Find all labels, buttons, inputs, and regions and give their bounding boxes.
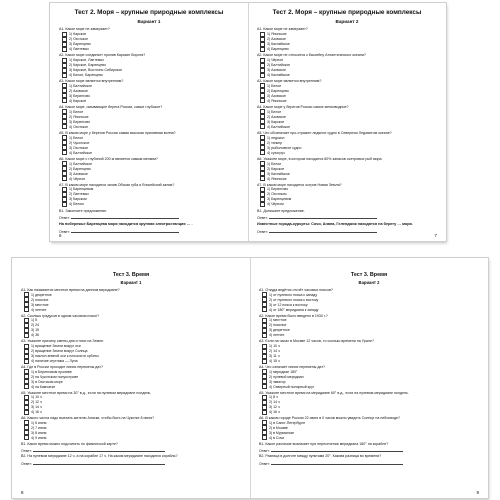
checkbox[interactable] (260, 150, 265, 155)
answer-line (257, 229, 437, 234)
answer-blank[interactable] (71, 215, 179, 219)
answer-option[interactable] (59, 47, 152, 52)
answer-options (257, 83, 437, 103)
question-text: А5. Укажите местное время на меридиане 60° в.д., если на нулевом меридиане полдень. (259, 390, 409, 395)
option-label: 4) Карское (69, 98, 87, 103)
option-label: 4) наличие спутника — Луна (31, 358, 78, 363)
answer-option[interactable] (259, 435, 372, 440)
fill-in-sentence: Известные города-курорты: Сочи, Анапа, Геленджик находятся на берегу … моря. (257, 221, 413, 226)
option-label: 2) нулевой меридиан (269, 374, 304, 379)
question-text: А6. Какое море с глубиной 200 м является самым мелким? (59, 156, 158, 161)
answer-option[interactable] (21, 359, 241, 364)
checkbox[interactable] (260, 176, 265, 181)
option-label: 4) Охотское (69, 124, 89, 129)
answer-option[interactable] (259, 359, 372, 364)
question-text: А1. Откуда ведётся отсчёт часовых поясов? (259, 288, 333, 293)
question-text: А3. Какое море является внутренним? (257, 79, 322, 84)
option-label: 1) Японское (267, 32, 287, 37)
option-label: 1) Балтийское (69, 161, 93, 166)
option-label: 1) 10 ч (31, 395, 42, 400)
answer-blank[interactable] (71, 229, 179, 233)
option-label: 4) Белом (69, 202, 84, 207)
answer-label: Ответ: (21, 461, 32, 466)
option-label: 1) в Беринговом проливе (31, 369, 72, 374)
option-label: 3) Берингово (69, 119, 91, 124)
answer-line (257, 215, 437, 220)
question-text: В1. Закончите предложение. (59, 208, 108, 213)
answer-option[interactable] (21, 410, 134, 415)
answer-options (21, 292, 241, 312)
option-label: 3) 14 ч (31, 405, 42, 410)
question-text: А3. Укажите причину смены дня и ночи на Земле. (21, 339, 105, 344)
answer-option[interactable] (59, 150, 152, 155)
question-text: А5. Укажите местное время на 30° в.д., если на нулевом меридиане полдень. (21, 390, 152, 395)
option-label: 4) на Камчатке (31, 384, 56, 389)
answer-options (259, 369, 479, 389)
question-text: А7. В каком море находится залив Обская губа и Енисейский залив? (59, 182, 175, 187)
option-label: 4) Японское (267, 98, 287, 103)
option-label: 1) местное (269, 318, 287, 323)
answer-option[interactable] (257, 202, 350, 207)
option-label: 4) в Сочи (269, 435, 285, 440)
option-label: 2) на Чукотском полуострове (31, 374, 79, 379)
answer-blank[interactable] (269, 215, 377, 219)
variant-label: Вариант 2 (358, 280, 380, 286)
answer-options (59, 161, 239, 181)
page-8 (12, 258, 250, 498)
checkbox[interactable] (262, 359, 267, 364)
answer-options (59, 83, 239, 103)
option-label: 2) поясное (31, 297, 49, 302)
option-label: 3) от 12 пояса к востоку (269, 302, 308, 307)
question-text: А3. Какое море является внутренним? (59, 79, 124, 84)
answer-line (259, 461, 479, 466)
option-label: 3) Карском (69, 197, 87, 202)
answer-option[interactable] (259, 410, 372, 415)
option-label: 1) Белое (267, 109, 282, 114)
option-label: 1) 10 ч (269, 343, 280, 348)
checkbox[interactable] (62, 124, 67, 129)
fill-in-sentence: На побережье Баренцева моря находится крупная электростанция … . (59, 221, 193, 226)
option-label: 2) Баренцево (69, 166, 91, 171)
question-text: В1. Какое время можно подсчитать по физической карте? (21, 441, 118, 446)
answer-line (59, 229, 239, 234)
option-label: 4) летнее (269, 333, 285, 338)
option-label: 1) Берингово (267, 187, 289, 192)
option-label: 4) 36 (31, 333, 39, 338)
page-number: 9 (476, 490, 479, 495)
option-label: 1) в Санкт-Петербурге (269, 420, 306, 425)
option-label: 3) Карское (267, 119, 285, 124)
question-text: А7. В каком море находится остров Новая Земля? (257, 182, 342, 187)
answer-blank[interactable] (271, 448, 403, 452)
answer-label: Ответ: (259, 448, 270, 453)
option-label: 2) Лаптевых (69, 192, 89, 197)
answer-line (21, 448, 241, 453)
answer-options (21, 420, 241, 440)
question-text: А6. В каком городе России 22 июня в 0 часов можно увидеть Солнце на небосводе? (259, 416, 401, 421)
checkbox[interactable] (62, 176, 67, 181)
option-label: 3) рыболовное судно (267, 145, 302, 150)
option-label: 2) Чукотское (69, 140, 90, 145)
option-label: 1) Балтийское (69, 83, 93, 88)
question-text: А4. Что означает линия перемены дат? (259, 364, 325, 369)
option-label: 3) местное (31, 302, 49, 307)
option-label: 3) Баренцевом (267, 197, 292, 202)
option-label: 4) сухогруз (267, 150, 285, 155)
option-label: 3) 8 июня (31, 430, 47, 435)
option-label: 1) Карское, Лаптевых (69, 57, 104, 62)
answer-options (257, 32, 437, 52)
checkbox[interactable] (262, 333, 267, 338)
answer-label: Ответ: (257, 229, 268, 234)
answer-option[interactable] (59, 98, 239, 103)
checkbox[interactable] (262, 307, 267, 312)
answer-option[interactable] (259, 384, 479, 389)
answer-option[interactable] (21, 333, 134, 338)
answer-options (59, 135, 239, 155)
option-label: 4) Чёрном (267, 202, 284, 207)
option-label: 2) в Москве (269, 425, 288, 430)
answer-option[interactable] (21, 384, 241, 389)
option-label: 1) Баренцевом (69, 187, 94, 192)
checkbox[interactable] (24, 435, 29, 440)
option-label: 1) декретное (31, 292, 52, 297)
option-label: 2) Азовское (69, 88, 88, 93)
answer-options (21, 395, 241, 415)
option-label: 1) от нулевого пояса к западу (269, 292, 318, 297)
option-label: 2) 24 (31, 323, 39, 328)
bottom-book-spread (12, 258, 488, 498)
page-title: Тест 2. Моря – крупные природные комплексы (272, 9, 422, 16)
page-9 (250, 258, 488, 498)
variant-label: Вариант 1 (120, 280, 142, 286)
question-text: В2. На нулевом меридиане 12 ч, а на корабле 17 ч. На каком меридиане находится корабль? (21, 454, 178, 459)
answer-option[interactable] (257, 150, 437, 155)
option-label: 4) летнее (31, 307, 47, 312)
option-label: 1) 6 июня (31, 420, 47, 425)
question-text: А2. Какое море не относится к бассейну Атлантического океана? (257, 53, 366, 58)
answer-options (59, 187, 239, 207)
answer-blank[interactable] (33, 448, 165, 452)
variant-label: Вариант 2 (335, 19, 359, 25)
option-label: 3) 15 (31, 328, 39, 333)
option-label: 2) Азовское (267, 114, 286, 119)
question-text: А3. Если на часах в Москве 12 часов, то сколько времени на Урале? (259, 339, 374, 344)
question-text: А4. Где в России проходит линия перемены дат? (21, 364, 103, 369)
answer-line (59, 215, 239, 220)
question-text: А5. В каком море у берегов России самая высокая приливная волна? (59, 130, 176, 135)
question-text: А4. Какое море у берегов России самое мелководное? (257, 105, 349, 110)
option-label: 1) Белое (267, 161, 282, 166)
option-label: 4) Северный полярный круг (269, 384, 315, 389)
question-text: А2. Какое время было введено в 1930 г.? (259, 313, 328, 318)
variant-label: Вариант 1 (137, 19, 161, 25)
option-label: 3) в Охотском море (31, 379, 63, 384)
checkbox[interactable] (260, 124, 265, 129)
option-label: 2) Баренцево (267, 88, 289, 93)
answer-blank[interactable] (269, 229, 377, 233)
answer-options (257, 187, 437, 207)
option-label: 4) Баренцево (267, 47, 289, 52)
option-label: 4) от 180° меридиана к западу (269, 307, 319, 312)
option-label: 2) Охотское (69, 37, 89, 42)
option-label: 4) Балтийское (267, 124, 291, 129)
answer-option[interactable] (259, 333, 372, 338)
option-label: 3) Азовское (267, 93, 286, 98)
question-text: А6. Какого числа надо выехать жителю Аляски, чтобы быть на Чукотке 8 июня? (21, 416, 155, 421)
option-label: 1) меридиан 180° (269, 369, 298, 374)
question-text: В2. Разница в долготе между пунктами 20°. Какова разница во времени? (259, 454, 382, 459)
page-title: Тест 3. Время (112, 272, 150, 278)
answer-option[interactable] (59, 124, 239, 129)
option-label: 4) Японское (267, 176, 287, 181)
answer-option[interactable] (21, 307, 241, 312)
option-label: 4) Белое, Баренцево (69, 72, 103, 77)
checkbox[interactable] (62, 98, 67, 103)
option-label: 2) 7 июня (31, 425, 47, 430)
option-label: 3) экватор (269, 379, 286, 384)
option-label: 2) 14 ч (269, 400, 280, 405)
option-label: 2) танкер (267, 140, 282, 145)
checkbox[interactable] (260, 47, 265, 52)
answer-options (21, 369, 241, 389)
answer-options (259, 318, 479, 338)
option-label: 1) 8 ч (269, 395, 278, 400)
checkbox[interactable] (24, 410, 29, 415)
answer-option[interactable] (257, 176, 437, 181)
option-label: 2) Карское, Баренцево (69, 62, 106, 67)
option-label: 2) поясное (269, 323, 287, 328)
answer-options (59, 109, 239, 129)
answer-option[interactable] (257, 47, 350, 52)
checkbox[interactable] (262, 435, 267, 440)
answer-options (259, 292, 479, 312)
option-label: 2) Охотском (267, 192, 287, 197)
option-label: 4) 16 ч (31, 410, 42, 415)
option-label: 3) Берингово (69, 93, 91, 98)
option-label: 2) Карское (267, 166, 285, 171)
answer-options (259, 420, 479, 440)
checkbox[interactable] (24, 307, 29, 312)
checkbox[interactable] (262, 410, 267, 415)
answer-options (259, 344, 479, 364)
option-label: 3) 12 ч (269, 405, 280, 410)
option-label: 2) Японское (69, 114, 89, 119)
question-text: А1. Какое море не замерзает? (257, 27, 308, 32)
answer-blank[interactable] (33, 461, 165, 465)
page-title: Тест 3. Время (350, 272, 388, 278)
page-number: 8 (21, 490, 24, 495)
question-text: А1. Какое море не замерзает? (59, 27, 110, 32)
option-label: 3) Каспийское (267, 171, 290, 176)
answer-options (59, 58, 239, 78)
page-number: 6 (59, 233, 62, 238)
checkbox[interactable] (24, 359, 29, 364)
option-label: 3) Баренцево (69, 42, 91, 47)
answer-option[interactable] (59, 202, 152, 207)
answer-option[interactable] (257, 124, 437, 129)
option-label: 2) 12 ч (31, 400, 42, 405)
option-label: 1) 5 (31, 318, 38, 323)
answer-options (257, 109, 437, 129)
answer-label: Ответ: (21, 448, 32, 453)
option-label: 2) Балтийское (267, 62, 291, 67)
question-text: В1. Допишите предложение. (257, 208, 305, 213)
question-text: А5. Что обозначает про-стражен ледяное судно в Северном Ледовитом океане? (257, 130, 392, 135)
option-label: 4) 9 июня (31, 435, 47, 440)
checkbox[interactable] (24, 384, 29, 389)
checkbox[interactable] (260, 202, 265, 207)
option-label: 3) Каспийское (267, 42, 290, 47)
answer-option[interactable] (259, 307, 479, 312)
answer-options (257, 58, 437, 78)
answer-label: Ответ: (59, 229, 70, 234)
option-label: 3) 11 ч (269, 353, 280, 358)
checkbox[interactable] (262, 384, 267, 389)
answer-options (259, 395, 479, 415)
answer-options (257, 135, 437, 155)
answer-label: Ответ: (257, 215, 268, 220)
checkbox[interactable] (62, 73, 67, 78)
option-label: 2) от нулевого пояса к востоку (269, 297, 319, 302)
option-label: 1) Чёрное (267, 57, 284, 62)
question-text: А2. Какое море соединяет пролив Карские Ворота? (59, 53, 146, 58)
option-label: 4) Лаптевых (69, 47, 89, 52)
option-label: 4) 15 ч (269, 358, 280, 363)
page-6 (50, 3, 248, 241)
option-label: 4) Чёрное (69, 176, 86, 181)
question-text: В1. Какое различие возникает при пересечении меридиана 180° на корабле? (259, 441, 389, 446)
checkbox[interactable] (260, 98, 265, 103)
top-book-spread (50, 3, 446, 241)
option-label: 2) Азовское (267, 37, 286, 42)
answer-option[interactable] (257, 73, 350, 78)
question-text: А1. Как называется местное время на данном меридиане? (21, 288, 120, 293)
answer-option[interactable] (21, 435, 241, 440)
option-label: 3) Азовское (69, 171, 88, 176)
checkbox[interactable] (62, 150, 67, 155)
question-text: А2. Сколько градусов в одном часовом поясе? (21, 313, 100, 318)
answer-blank[interactable] (271, 461, 403, 465)
question-text: А6. Укажите море, в котором находится 60% запасов осетровых рыб мира. (257, 156, 383, 161)
answer-label: Ответ: (59, 215, 70, 220)
answer-line (259, 448, 479, 453)
question-text: А4. Какое море, омывающее берега России, самое глубокое? (59, 105, 163, 110)
answer-label: Ответ: (259, 461, 270, 466)
option-label: 3) Охотское (69, 145, 89, 150)
option-label: 1) вращение Земли вокруг оси (31, 343, 81, 348)
checkbox[interactable] (62, 202, 67, 207)
option-label: 4) Каспийское (267, 72, 290, 77)
page-number: 7 (434, 233, 437, 238)
checkbox[interactable] (260, 73, 265, 78)
answer-option[interactable] (257, 98, 437, 103)
answer-option[interactable] (59, 176, 239, 181)
answer-line (21, 461, 241, 466)
checkbox[interactable] (62, 47, 67, 52)
option-label: 4) Балтийское (69, 150, 93, 155)
answer-option[interactable] (59, 73, 239, 78)
option-label: 1) Белое (267, 83, 282, 88)
checkbox[interactable] (24, 333, 29, 338)
answer-options (59, 32, 239, 52)
option-label: 3) Азовское (267, 67, 286, 72)
option-label: 1) ледокол (267, 135, 285, 140)
option-label: 1) Карское (69, 32, 87, 37)
option-label: 1) Белое (69, 109, 84, 114)
answer-options (257, 161, 437, 181)
option-label: 3) Карское, Восточно-Сибирское (69, 67, 123, 72)
option-label: 1) Белое (69, 135, 84, 140)
option-label: 2) вращение Земли вокруг Солнца (31, 348, 88, 353)
option-label: 4) 16 ч (269, 410, 280, 415)
answer-options (21, 344, 241, 364)
answer-options (21, 318, 241, 338)
option-label: 3) наклон земной оси к плоскости орбиты (31, 353, 99, 358)
page-7 (248, 3, 446, 241)
page-title: Тест 2. Моря – крупные природные комплексы (74, 9, 224, 16)
option-label: 3) декретное (269, 328, 290, 333)
option-label: 3) в Мурманске (269, 430, 295, 435)
option-label: 2) 14 ч (269, 348, 280, 353)
